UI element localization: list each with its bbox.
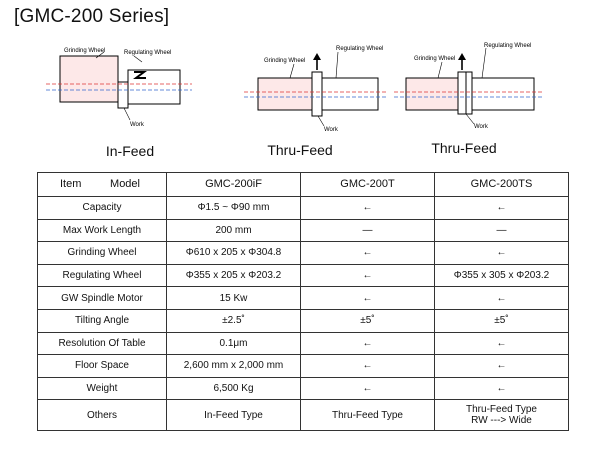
cell: 200 mm	[167, 219, 301, 242]
cell: ←	[301, 197, 435, 220]
grinding-wheel-label: Grinding Wheel	[64, 48, 106, 54]
row-label: Capacity	[38, 197, 167, 220]
row-label: Max Work Length	[38, 219, 167, 242]
cell: 2,600 mm x 2,000 mm	[167, 355, 301, 378]
cell: Φ1.5 ~ Φ90 mm	[167, 197, 301, 220]
cell: ←	[435, 377, 569, 400]
model-col-2: GMC-200T	[301, 173, 435, 197]
row-label: Grinding Wheel	[38, 242, 167, 265]
cell: Φ610 x 205 x Φ304.8	[167, 242, 301, 265]
work-label: Work	[130, 122, 144, 128]
cell: Φ355 x 305 x Φ203.2	[435, 264, 569, 287]
cell: ←	[435, 242, 569, 265]
regulating-wheel-label: Regulating Wheel	[124, 50, 172, 56]
page-title: [GMC-200 Series]	[14, 6, 170, 27]
model-col-1: GMC-200iF	[167, 173, 301, 197]
table-row	[38, 242, 569, 265]
row-label: Others	[38, 400, 167, 431]
item-header: Item	[60, 178, 82, 190]
model-header: Model	[110, 178, 140, 190]
table-row	[38, 400, 569, 431]
cell: ←	[435, 355, 569, 378]
cell-line: Thru-Feed Type	[466, 404, 537, 416]
cell: ←	[301, 355, 435, 378]
table-row	[38, 197, 569, 220]
row-label: Floor Space	[38, 355, 167, 378]
table-row	[38, 309, 569, 332]
table-row	[38, 377, 569, 400]
regulating-wheel-label: Regulating Wheel	[336, 46, 384, 52]
work-label: Work	[474, 124, 488, 130]
cell: 0.1μm	[167, 332, 301, 355]
thru-feed-caption-1: Thru-Feed	[267, 142, 333, 158]
cell: ±5˚	[435, 309, 569, 332]
thru-feed-diagram	[238, 42, 398, 134]
item-model-header	[38, 173, 167, 197]
cell: ±2.5˚	[167, 309, 301, 332]
table-row	[38, 264, 569, 287]
cell: Φ355 x 205 x Φ203.2	[167, 264, 301, 287]
grinding-wheel-label: Grinding Wheel	[264, 58, 306, 64]
cell: ←	[435, 332, 569, 355]
regulating-wheel-label: Regulating Wheel	[484, 43, 532, 49]
table-row	[38, 287, 569, 310]
cell: —	[435, 219, 569, 242]
cell: Thru-Feed Type	[301, 400, 435, 431]
thru-feed-wide-diagram	[392, 38, 552, 130]
cell: ←	[435, 287, 569, 310]
cell: —	[301, 219, 435, 242]
cell: ←	[301, 242, 435, 265]
cell: ←	[301, 332, 435, 355]
table-row	[38, 219, 569, 242]
row-label: GW Spindle Motor	[38, 287, 167, 310]
row-label: Tilting Angle	[38, 309, 167, 332]
table-header-row	[38, 173, 569, 197]
table-row	[38, 332, 569, 355]
cell: ←	[301, 287, 435, 310]
cell: 15 Kw	[167, 287, 301, 310]
in-feed-diagram	[42, 44, 202, 134]
cell: 6,500 Kg	[167, 377, 301, 400]
thru-feed-caption-2: Thru-Feed	[431, 140, 497, 156]
work-label: Work	[324, 127, 338, 133]
cell: ←	[301, 264, 435, 287]
cell: ←	[301, 377, 435, 400]
cell: In-Feed Type	[167, 400, 301, 431]
cell: ←	[435, 197, 569, 220]
cell-line: RW ---> Wide	[471, 415, 532, 427]
row-label: Weight	[38, 377, 167, 400]
row-label: Regulating Wheel	[38, 264, 167, 287]
grinding-wheel-label: Grinding Wheel	[414, 56, 456, 62]
in-feed-caption: In-Feed	[105, 143, 155, 159]
row-label: Resolution Of Table	[38, 332, 167, 355]
model-col-3: GMC-200TS	[435, 173, 569, 197]
cell: ±5˚	[301, 309, 435, 332]
table-row	[38, 355, 569, 378]
spec-table	[37, 172, 569, 431]
cell-multiline	[435, 400, 569, 431]
